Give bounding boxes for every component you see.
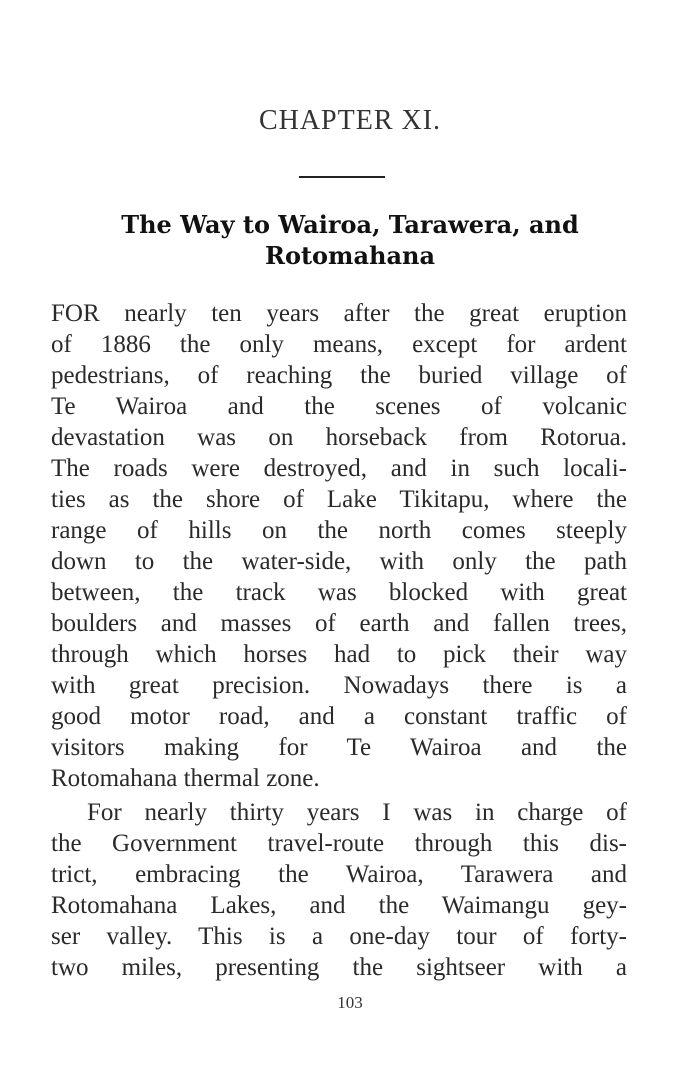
text-line: between, the track was blocked with great [51,579,627,606]
text-line: trict, embracing the Wairoa, Tarawera and [51,861,627,888]
chapter-title-line: Rotomahana [265,241,435,270]
text-line: with great precision. Nowadays there is a [51,672,627,699]
paragraph [51,797,627,983]
text-line: FOR nearly ten years after the great eruption [51,300,627,327]
text-line: The roads were destroyed, and in such locali- [51,455,627,482]
text-line: Rotomahana Lakes, and the Waimangu gey- [51,892,627,919]
text-line: range of hills on the north comes steeply [51,517,627,544]
heading-rule [299,176,385,178]
text-line: the Government travel-route through this dis- [51,830,627,857]
chapter-heading: CHAPTER XI. [258,105,442,136]
text-line: through which horses had to pick their way [51,641,627,668]
text-line: For nearly thirty years I was in charge of [87,799,627,826]
text-line: good motor road, and a constant traffic of [51,703,627,730]
chapter-title-line: The Way to Wairoa, Tarawera, and [121,210,579,239]
text-line: down to the water-side, with only the path [51,548,627,575]
text-line: visitors making for Te Wairoa and the [51,734,627,761]
text-line: two miles, presenting the sightseer with a [51,954,627,981]
text-line: boulders and masses of earth and fallen trees, [51,610,627,637]
chapter-title [60,209,640,271]
text-line: Rotomahana thermal zone. [51,765,320,792]
body-text [51,298,627,983]
text-line: Te Wairoa and the scenes of volcanic [51,393,627,420]
paragraph [51,298,627,794]
text-line: ties as the shore of Lake Tikitapu, where the [51,486,627,513]
page-number: 103 [337,993,363,1012]
text-line: of 1886 the only means, except for ardent [51,331,627,358]
text-line: ser valley. This is a one-day tour of forty- [51,923,627,950]
text-line: devastation was on horseback from Rotorua. [51,424,627,451]
text-line: pedestrians, of reaching the buried village of [51,362,627,389]
